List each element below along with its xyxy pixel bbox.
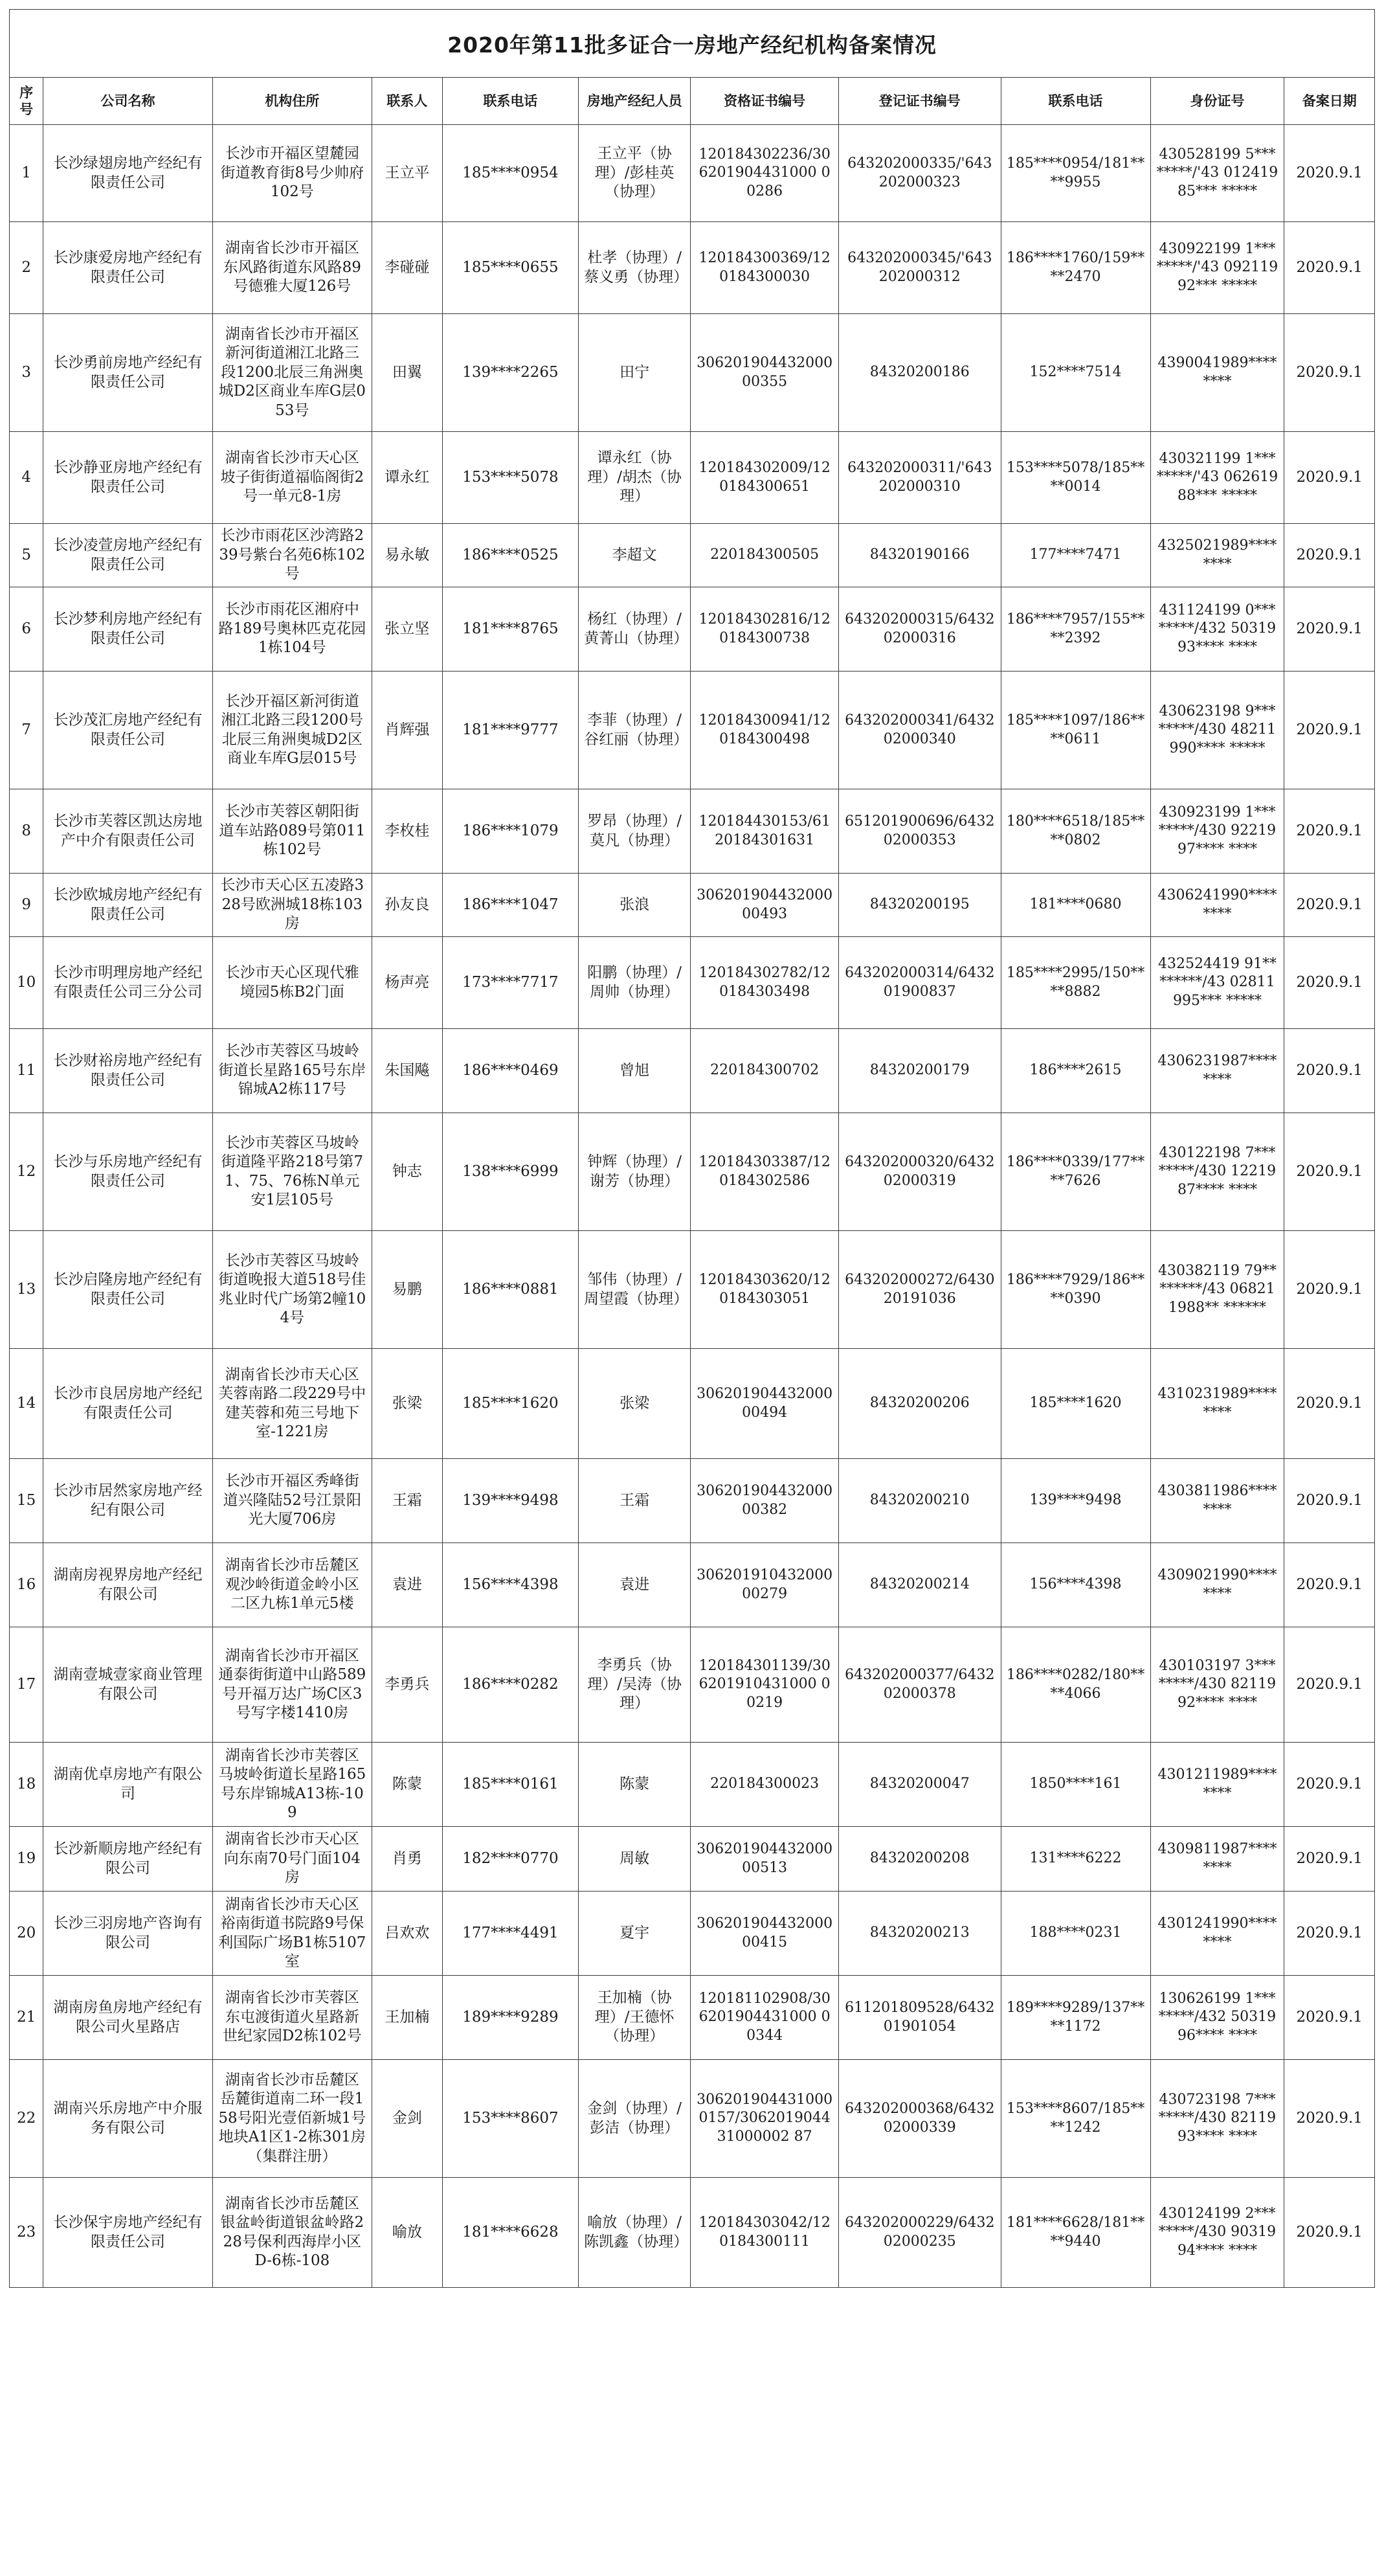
company-name-cell: 长沙静亚房地产经纪有限责任公司 bbox=[43, 432, 212, 524]
contact-person-cell: 肖辉强 bbox=[372, 672, 442, 789]
qualification-number-cell: 30620191043200000279 bbox=[691, 1543, 839, 1627]
agent-phone-cell: 181****6628/181****9440 bbox=[1001, 2178, 1150, 2288]
registration-number-cell: 611201809528/643201901054 bbox=[839, 1976, 1001, 2060]
agent-phone-cell: 1850****161 bbox=[1001, 1743, 1150, 1827]
header-cell: 登记证书编号 bbox=[839, 78, 1001, 125]
agent-phone-cell: 180****6518/185****0802 bbox=[1001, 789, 1150, 874]
company-name-cell: 长沙凌萱房地产经纪有限责任公司 bbox=[43, 524, 212, 587]
header-cell: 机构住所 bbox=[212, 78, 372, 125]
id-number-cell: 4310231989******** bbox=[1150, 1349, 1284, 1459]
contact-phone-cell: 182****0770 bbox=[442, 1827, 578, 1892]
qualification-number-cell: 120184302236/306201904431000 00286 bbox=[691, 125, 839, 222]
address-cell: 长沙市芙蓉区马坡岭街道晚报大道518号佳兆业时代广场第2幢104号 bbox=[212, 1231, 372, 1349]
address-cell: 湖南省长沙市天心区裕南街道书院路9号保利国际广场B1栋5107室 bbox=[212, 1892, 372, 1976]
registration-number-cell: 643202000341/643202000340 bbox=[839, 672, 1001, 789]
table-row bbox=[10, 789, 1375, 874]
contact-phone-cell: 185****0954 bbox=[442, 125, 578, 222]
address-cell: 长沙市天心区现代雅境园5栋B2门面 bbox=[212, 937, 372, 1029]
contact-phone-cell: 186****0282 bbox=[442, 1627, 578, 1743]
contact-phone-cell: 153****5078 bbox=[442, 432, 578, 524]
header-cell: 联系人 bbox=[372, 78, 442, 125]
contact-phone-cell: 181****6628 bbox=[442, 2178, 578, 2288]
agent-names-cell: 田宁 bbox=[579, 314, 691, 432]
agent-phone-cell: 186****0282/180****4066 bbox=[1001, 1627, 1150, 1743]
agent-phone-cell: 185****1097/186****0611 bbox=[1001, 672, 1150, 789]
company-name-cell: 长沙新顺房地产经纪有限公司 bbox=[43, 1827, 212, 1892]
company-name-cell: 湖南兴乐房地产中介服务有限公司 bbox=[43, 2060, 212, 2178]
registration-number-cell: 643202000229/643202000235 bbox=[839, 2178, 1001, 2288]
registration-number-cell: 643202000335/'643202000323 bbox=[839, 125, 1001, 222]
address-cell: 长沙市开福区秀峰街道兴隆陆52号江景阳光大厦706房 bbox=[212, 1459, 372, 1543]
seq-cell: 16 bbox=[10, 1543, 43, 1627]
contact-person-cell: 田翼 bbox=[372, 314, 442, 432]
table-row bbox=[10, 1029, 1375, 1113]
registration-number-cell: 643202000368/643202000339 bbox=[839, 2060, 1001, 2178]
address-cell: 湖南省长沙市开福区通泰街街道中山路589号开福万达广场C区3号写字楼1410房 bbox=[212, 1627, 372, 1743]
agent-names-cell: 夏宇 bbox=[579, 1892, 691, 1976]
seq-cell: 23 bbox=[10, 2178, 43, 2288]
id-number-cell: 430124199 2********/430 9031994**** **** bbox=[1150, 2178, 1284, 2288]
table-row bbox=[10, 524, 1375, 587]
qualification-number-cell: 120184303620/120184303051 bbox=[691, 1231, 839, 1349]
agent-names-cell: 张浪 bbox=[579, 874, 691, 937]
agent-phone-cell: 185****2995/150****8882 bbox=[1001, 937, 1150, 1029]
address-cell: 湖南省长沙市开福区东风路街道东风路89号德雅大厦126号 bbox=[212, 222, 372, 314]
registration-number-cell: 643202000311/'643202000310 bbox=[839, 432, 1001, 524]
table-row bbox=[10, 1627, 1375, 1743]
agent-names-cell: 钟辉（协理）/谢芳（协理） bbox=[579, 1113, 691, 1231]
company-name-cell: 长沙市明理房地产经纪有限责任公司三分公司 bbox=[43, 937, 212, 1029]
agent-phone-cell: 188****0231 bbox=[1001, 1892, 1150, 1976]
company-name-cell: 长沙绿翅房地产经纪有限责任公司 bbox=[43, 125, 212, 222]
qualification-number-cell: 30620190443200000513 bbox=[691, 1827, 839, 1892]
registration-number-cell: 643202000314/643201900837 bbox=[839, 937, 1001, 1029]
filing-date-cell: 2020.9.1 bbox=[1284, 1892, 1375, 1976]
qualification-number-cell: 120184302009/120184300651 bbox=[691, 432, 839, 524]
registration-number-cell: 84320200206 bbox=[839, 1349, 1001, 1459]
qualification-number-cell: 220184300023 bbox=[691, 1743, 839, 1827]
contact-person-cell: 王加楠 bbox=[372, 1976, 442, 2060]
contact-person-cell: 王立平 bbox=[372, 125, 442, 222]
agent-phone-cell: 186****7957/155****2392 bbox=[1001, 587, 1150, 672]
seq-cell: 17 bbox=[10, 1627, 43, 1743]
header-cell: 身份证号 bbox=[1150, 78, 1284, 125]
qualification-number-cell: 120181102908/306201904431000 00344 bbox=[691, 1976, 839, 2060]
qualification-number-cell: 306201904431000 0157/306201904431000002 87 bbox=[691, 2060, 839, 2178]
filing-date-cell: 2020.9.1 bbox=[1284, 1459, 1375, 1543]
contact-person-cell: 王霜 bbox=[372, 1459, 442, 1543]
contact-person-cell: 张梁 bbox=[372, 1349, 442, 1459]
contact-person-cell: 杨声亮 bbox=[372, 937, 442, 1029]
agent-names-cell: 王立平（协理）/彭桂英（协理） bbox=[579, 125, 691, 222]
agent-names-cell: 袁进 bbox=[579, 1543, 691, 1627]
table-row bbox=[10, 1113, 1375, 1231]
contact-phone-cell: 139****9498 bbox=[442, 1459, 578, 1543]
id-number-cell: 130626199 1********/432 5031996**** **** bbox=[1150, 1976, 1284, 2060]
qualification-number-cell: 120184301139/306201910431000 00219 bbox=[691, 1627, 839, 1743]
seq-cell: 14 bbox=[10, 1349, 43, 1459]
contact-phone-cell: 153****8607 bbox=[442, 2060, 578, 2178]
contact-phone-cell: 186****1047 bbox=[442, 874, 578, 937]
filing-date-cell: 2020.9.1 bbox=[1284, 874, 1375, 937]
header-cell: 序号 bbox=[10, 78, 43, 125]
id-number-cell: 430528199 5********/'43 01241985*** ***** bbox=[1150, 125, 1284, 222]
agent-names-cell: 阳鹏（协理）/周帅（协理） bbox=[579, 937, 691, 1029]
seq-cell: 21 bbox=[10, 1976, 43, 2060]
seq-cell: 9 bbox=[10, 874, 43, 937]
header-cell: 联系电话 bbox=[1001, 78, 1150, 125]
agent-names-cell: 王加楠（协理）/王德怀（协理） bbox=[579, 1976, 691, 2060]
seq-cell: 20 bbox=[10, 1892, 43, 1976]
qualification-number-cell: 220184300505 bbox=[691, 524, 839, 587]
contact-phone-cell: 181****9777 bbox=[442, 672, 578, 789]
id-number-cell: 430723198 7********/430 8211993**** **** bbox=[1150, 2060, 1284, 2178]
id-number-cell: 4306241990******** bbox=[1150, 874, 1284, 937]
id-number-cell: 4309811987******** bbox=[1150, 1827, 1284, 1892]
table-row bbox=[10, 314, 1375, 432]
address-cell: 长沙市芙蓉区马坡岭街道长星路165号东岸锦城A2栋117号 bbox=[212, 1029, 372, 1113]
company-name-cell: 湖南房视界房地产经纪有限公司 bbox=[43, 1543, 212, 1627]
qualification-number-cell: 30620190443200000415 bbox=[691, 1892, 839, 1976]
seq-cell: 3 bbox=[10, 314, 43, 432]
agent-names-cell: 李超文 bbox=[579, 524, 691, 587]
agent-phone-cell: 186****0339/177****7626 bbox=[1001, 1113, 1150, 1231]
address-cell: 湖南省长沙市芙蓉区马坡岭街道长星路165号东岸锦城A13栋-109 bbox=[212, 1743, 372, 1827]
contact-phone-cell: 173****7717 bbox=[442, 937, 578, 1029]
filing-date-cell: 2020.9.1 bbox=[1284, 125, 1375, 222]
filing-date-cell: 2020.9.1 bbox=[1284, 1976, 1375, 2060]
contact-phone-cell: 185****1620 bbox=[442, 1349, 578, 1459]
agent-phone-cell: 181****0680 bbox=[1001, 874, 1150, 937]
id-number-cell: 4301211989******** bbox=[1150, 1743, 1284, 1827]
seq-cell: 6 bbox=[10, 587, 43, 672]
seq-cell: 4 bbox=[10, 432, 43, 524]
registration-number-cell: 651201900696/643202000353 bbox=[839, 789, 1001, 874]
agent-phone-cell: 131****6222 bbox=[1001, 1827, 1150, 1892]
id-number-cell: 431124199 0********/432 5031993**** **** bbox=[1150, 587, 1284, 672]
agent-names-cell: 谭永红（协理）/胡杰（协理） bbox=[579, 432, 691, 524]
qualification-number-cell: 120184300941/120184300498 bbox=[691, 672, 839, 789]
qualification-number-cell: 30620190443200000493 bbox=[691, 874, 839, 937]
document-title: 2020年第11批多证合一房地产经纪机构备案情况 bbox=[9, 9, 1375, 77]
id-number-cell: 430382119 79********/43 068211988** ****** bbox=[1150, 1231, 1284, 1349]
qualification-number-cell: 30620190443200000355 bbox=[691, 314, 839, 432]
header-cell: 房地产经纪人员 bbox=[579, 78, 691, 125]
agent-names-cell: 张梁 bbox=[579, 1349, 691, 1459]
agent-names-cell: 周敏 bbox=[579, 1827, 691, 1892]
company-name-cell: 长沙市芙蓉区凯达房地产中介有限责任公司 bbox=[43, 789, 212, 874]
contact-person-cell: 李碰碰 bbox=[372, 222, 442, 314]
filing-date-cell: 2020.9.1 bbox=[1284, 672, 1375, 789]
table-row bbox=[10, 1231, 1375, 1349]
table-row bbox=[10, 125, 1375, 222]
agent-phone-cell: 186****2615 bbox=[1001, 1029, 1150, 1113]
qualification-number-cell: 120184303042/120184300111 bbox=[691, 2178, 839, 2288]
agent-phone-cell: 139****9498 bbox=[1001, 1459, 1150, 1543]
id-number-cell: 430122198 7********/430 1221987**** **** bbox=[1150, 1113, 1284, 1231]
header-cell: 资格证书编号 bbox=[691, 78, 839, 125]
agent-names-cell: 金剑（协理）/彭洁（协理） bbox=[579, 2060, 691, 2178]
contact-phone-cell: 189****9289 bbox=[442, 1976, 578, 2060]
address-cell: 长沙市开福区望麓园街道教育街8号少帅府102号 bbox=[212, 125, 372, 222]
table-row bbox=[10, 672, 1375, 789]
agent-names-cell: 李勇兵（协理）/吴涛（协理） bbox=[579, 1627, 691, 1743]
address-cell: 湖南省长沙市开福区新河街道湘江北路三段1200北辰三角洲奥城D2区商业车库G层053号 bbox=[212, 314, 372, 432]
filing-date-cell: 2020.9.1 bbox=[1284, 1231, 1375, 1349]
address-cell: 湖南省长沙市天心区芙蓉南路二段229号中建芙蓉和苑三号地下室-1221房 bbox=[212, 1349, 372, 1459]
contact-person-cell: 肖勇 bbox=[372, 1827, 442, 1892]
table-row bbox=[10, 2178, 1375, 2288]
agent-phone-cell: 177****7471 bbox=[1001, 524, 1150, 587]
id-number-cell: 430922199 1********/'43 09211992*** ***** bbox=[1150, 222, 1284, 314]
agent-names-cell: 杜孝（协理）/蔡义勇（协理） bbox=[579, 222, 691, 314]
table-row bbox=[10, 874, 1375, 937]
table-row bbox=[10, 1827, 1375, 1892]
contact-person-cell: 谭永红 bbox=[372, 432, 442, 524]
seq-cell: 22 bbox=[10, 2060, 43, 2178]
agent-names-cell: 杨红（协理）/黄菁山（协理） bbox=[579, 587, 691, 672]
contact-person-cell: 易永敏 bbox=[372, 524, 442, 587]
agent-phone-cell: 186****7929/186****0390 bbox=[1001, 1231, 1150, 1349]
filing-date-cell: 2020.9.1 bbox=[1284, 2060, 1375, 2178]
filing-date-cell: 2020.9.1 bbox=[1284, 1543, 1375, 1627]
seq-cell: 18 bbox=[10, 1743, 43, 1827]
company-name-cell: 长沙康爱房地产经纪有限责任公司 bbox=[43, 222, 212, 314]
id-number-cell: 4390041989******** bbox=[1150, 314, 1284, 432]
company-name-cell: 长沙勇前房地产经纪有限责任公司 bbox=[43, 314, 212, 432]
address-cell: 湖南省长沙市芙蓉区东屯渡街道火星路新世纪家园D2栋102号 bbox=[212, 1976, 372, 2060]
qualification-number-cell: 120184302782/120184303498 bbox=[691, 937, 839, 1029]
table-row bbox=[10, 1743, 1375, 1827]
contact-phone-cell: 139****2265 bbox=[442, 314, 578, 432]
address-cell: 湖南省长沙市天心区坡子街街道福临阁街2号一单元8-1房 bbox=[212, 432, 372, 524]
seq-cell: 11 bbox=[10, 1029, 43, 1113]
contact-person-cell: 金剑 bbox=[372, 2060, 442, 2178]
table-row bbox=[10, 2060, 1375, 2178]
address-cell: 湖南省长沙市岳麓区岳麓街道南二环一段158号阳光壹佰新城1号地块A1区1-2栋301房（集群注册） bbox=[212, 2060, 372, 2178]
contact-person-cell: 陈蒙 bbox=[372, 1743, 442, 1827]
seq-cell: 10 bbox=[10, 937, 43, 1029]
id-number-cell: 4325021989******** bbox=[1150, 524, 1284, 587]
contact-person-cell: 吕欢欢 bbox=[372, 1892, 442, 1976]
seq-cell: 12 bbox=[10, 1113, 43, 1231]
contact-phone-cell: 156****4398 bbox=[442, 1543, 578, 1627]
contact-person-cell: 朱国飚 bbox=[372, 1029, 442, 1113]
id-number-cell: 4306231987******** bbox=[1150, 1029, 1284, 1113]
id-number-cell: 430623198 9********/430 48211990**** ***** bbox=[1150, 672, 1284, 789]
contact-phone-cell: 138****6999 bbox=[442, 1113, 578, 1231]
registration-number-cell: 84320200208 bbox=[839, 1827, 1001, 1892]
contact-person-cell: 易鹏 bbox=[372, 1231, 442, 1349]
id-number-cell: 4301241990******** bbox=[1150, 1892, 1284, 1976]
seq-cell: 8 bbox=[10, 789, 43, 874]
registration-number-cell: 643202000377/643202000378 bbox=[839, 1627, 1001, 1743]
address-cell: 湖南省长沙市岳麓区观沙岭街道金岭小区二区九栋1单元5楼 bbox=[212, 1543, 372, 1627]
agent-names-cell: 喻放（协理）/陈凯鑫（协理） bbox=[579, 2178, 691, 2288]
registration-number-cell: 84320190166 bbox=[839, 524, 1001, 587]
address-cell: 长沙市天心区五凌路328号欧洲城18栋103房 bbox=[212, 874, 372, 937]
agent-phone-cell: 189****9289/137****1172 bbox=[1001, 1976, 1150, 2060]
registration-number-cell: 84320200195 bbox=[839, 874, 1001, 937]
header-cell: 公司名称 bbox=[43, 78, 212, 125]
company-name-cell: 长沙保宇房地产经纪有限责任公司 bbox=[43, 2178, 212, 2288]
seq-cell: 7 bbox=[10, 672, 43, 789]
table-row bbox=[10, 1349, 1375, 1459]
company-name-cell: 长沙欧城房地产经纪有限责任公司 bbox=[43, 874, 212, 937]
registration-number-cell: 643202000315/643202000316 bbox=[839, 587, 1001, 672]
table-row bbox=[10, 432, 1375, 524]
contact-person-cell: 张立坚 bbox=[372, 587, 442, 672]
qualification-number-cell: 120184430153/6120184301631 bbox=[691, 789, 839, 874]
address-cell: 长沙市芙蓉区朝阳街道车站路089号第011栋102号 bbox=[212, 789, 372, 874]
filing-date-cell: 2020.9.1 bbox=[1284, 524, 1375, 587]
qualification-number-cell: 120184302816/120184300738 bbox=[691, 587, 839, 672]
agent-names-cell: 王霜 bbox=[579, 1459, 691, 1543]
company-name-cell: 长沙启隆房地产经纪有限责任公司 bbox=[43, 1231, 212, 1349]
contact-person-cell: 李枚桂 bbox=[372, 789, 442, 874]
filing-date-cell: 2020.9.1 bbox=[1284, 1113, 1375, 1231]
id-number-cell: 430103197 3********/430 8211992**** **** bbox=[1150, 1627, 1284, 1743]
document-sheet bbox=[9, 9, 1375, 2567]
contact-phone-cell: 186****0525 bbox=[442, 524, 578, 587]
header-row bbox=[10, 78, 1375, 125]
agent-names-cell: 陈蒙 bbox=[579, 1743, 691, 1827]
qualification-number-cell: 220184300702 bbox=[691, 1029, 839, 1113]
seq-cell: 15 bbox=[10, 1459, 43, 1543]
agent-phone-cell: 152****7514 bbox=[1001, 314, 1150, 432]
registration-number-cell: 643202000320/643202000319 bbox=[839, 1113, 1001, 1231]
company-name-cell: 长沙财裕房地产经纪有限责任公司 bbox=[43, 1029, 212, 1113]
contact-person-cell: 喻放 bbox=[372, 2178, 442, 2288]
address-cell: 长沙开福区新河街道湘江北路三段1200号北辰三角洲奥城D2区商业车库G层015号 bbox=[212, 672, 372, 789]
agent-names-cell: 李菲（协理）/谷红丽（协理） bbox=[579, 672, 691, 789]
agent-phone-cell: 185****1620 bbox=[1001, 1349, 1150, 1459]
header-cell: 联系电话 bbox=[442, 78, 578, 125]
qualification-number-cell: 120184300369/120184300030 bbox=[691, 222, 839, 314]
address-cell: 长沙市雨花区湘府中路189号奥林匹克花园1栋104号 bbox=[212, 587, 372, 672]
agent-names-cell: 罗昂（协理）/莫凡（协理） bbox=[579, 789, 691, 874]
filing-date-cell: 2020.9.1 bbox=[1284, 1827, 1375, 1892]
filing-date-cell: 2020.9.1 bbox=[1284, 937, 1375, 1029]
qualification-number-cell: 30620190443200000494 bbox=[691, 1349, 839, 1459]
agent-phone-cell: 153****8607/185****1242 bbox=[1001, 2060, 1150, 2178]
registration-number-cell: 643202000345/'643202000312 bbox=[839, 222, 1001, 314]
table-row bbox=[10, 1976, 1375, 2060]
filing-date-cell: 2020.9.1 bbox=[1284, 1743, 1375, 1827]
registration-number-cell: 84320200213 bbox=[839, 1892, 1001, 1976]
filing-date-cell: 2020.9.1 bbox=[1284, 1627, 1375, 1743]
registration-number-cell: 643202000272/643020191036 bbox=[839, 1231, 1001, 1349]
filing-date-cell: 2020.9.1 bbox=[1284, 222, 1375, 314]
qualification-number-cell: 30620190443200000382 bbox=[691, 1459, 839, 1543]
contact-phone-cell: 186****0469 bbox=[442, 1029, 578, 1113]
company-name-cell: 长沙与乐房地产经纪有限责任公司 bbox=[43, 1113, 212, 1231]
address-cell: 长沙市雨花区沙湾路239号紫台名苑6栋102号 bbox=[212, 524, 372, 587]
filing-date-cell: 2020.9.1 bbox=[1284, 1349, 1375, 1459]
seq-cell: 5 bbox=[10, 524, 43, 587]
filing-date-cell: 2020.9.1 bbox=[1284, 314, 1375, 432]
table-row bbox=[10, 1459, 1375, 1543]
filing-date-cell: 2020.9.1 bbox=[1284, 587, 1375, 672]
id-number-cell: 4303811986******** bbox=[1150, 1459, 1284, 1543]
address-cell: 湖南省长沙市岳麓区银盆岭街道银盆岭路228号保利西海岸小区D-6栋-108 bbox=[212, 2178, 372, 2288]
company-name-cell: 长沙市居然家房地产经纪有限公司 bbox=[43, 1459, 212, 1543]
registration-number-cell: 84320200210 bbox=[839, 1459, 1001, 1543]
contact-person-cell: 袁进 bbox=[372, 1543, 442, 1627]
filing-date-cell: 2020.9.1 bbox=[1284, 789, 1375, 874]
registration-number-cell: 84320200214 bbox=[839, 1543, 1001, 1627]
registration-number-cell: 84320200186 bbox=[839, 314, 1001, 432]
company-name-cell: 长沙市良居房地产经纪有限责任公司 bbox=[43, 1349, 212, 1459]
filing-date-cell: 2020.9.1 bbox=[1284, 1029, 1375, 1113]
company-name-cell: 长沙梦利房地产经纪有限责任公司 bbox=[43, 587, 212, 672]
table-row bbox=[10, 1892, 1375, 1976]
company-name-cell: 长沙茂汇房地产经纪有限责任公司 bbox=[43, 672, 212, 789]
seq-cell: 13 bbox=[10, 1231, 43, 1349]
contact-phone-cell: 177****4491 bbox=[442, 1892, 578, 1976]
company-name-cell: 长沙三羽房地产咨询有限公司 bbox=[43, 1892, 212, 1976]
agent-phone-cell: 185****0954/181****9955 bbox=[1001, 125, 1150, 222]
qualification-number-cell: 120184303387/120184302586 bbox=[691, 1113, 839, 1231]
table-row bbox=[10, 937, 1375, 1029]
agent-phone-cell: 156****4398 bbox=[1001, 1543, 1150, 1627]
seq-cell: 2 bbox=[10, 222, 43, 314]
agent-names-cell: 曾旭 bbox=[579, 1029, 691, 1113]
contact-phone-cell: 185****0655 bbox=[442, 222, 578, 314]
contact-phone-cell: 186****1079 bbox=[442, 789, 578, 874]
table-row bbox=[10, 587, 1375, 672]
company-name-cell: 湖南优卓房地产有限公司 bbox=[43, 1743, 212, 1827]
registration-number-cell: 84320200047 bbox=[839, 1743, 1001, 1827]
address-cell: 长沙市芙蓉区马坡岭街道隆平路218号第71、75、76栋N单元安1层105号 bbox=[212, 1113, 372, 1231]
agent-phone-cell: 186****1760/159****2470 bbox=[1001, 222, 1150, 314]
id-number-cell: 432524419 91********/43 02811995*** ***** bbox=[1150, 937, 1284, 1029]
id-number-cell: 4309021990******** bbox=[1150, 1543, 1284, 1627]
filing-date-cell: 2020.9.1 bbox=[1284, 432, 1375, 524]
id-number-cell: 430923199 1********/430 9221997**** **** bbox=[1150, 789, 1284, 874]
filing-date-cell: 2020.9.1 bbox=[1284, 2178, 1375, 2288]
contact-phone-cell: 185****0161 bbox=[442, 1743, 578, 1827]
company-name-cell: 湖南房鱼房地产经纪有限公司火星路店 bbox=[43, 1976, 212, 2060]
seq-cell: 19 bbox=[10, 1827, 43, 1892]
address-cell: 湖南省长沙市天心区向东南70号门面104房 bbox=[212, 1827, 372, 1892]
contact-phone-cell: 181****8765 bbox=[442, 587, 578, 672]
table-row bbox=[10, 1543, 1375, 1627]
registration-number-cell: 84320200179 bbox=[839, 1029, 1001, 1113]
contact-person-cell: 孙友良 bbox=[372, 874, 442, 937]
header-cell: 备案日期 bbox=[1284, 78, 1375, 125]
contact-phone-cell: 186****0881 bbox=[442, 1231, 578, 1349]
company-name-cell: 湖南壹城壹家商业管理有限公司 bbox=[43, 1627, 212, 1743]
id-number-cell: 430321199 1********/'43 06261988*** ***** bbox=[1150, 432, 1284, 524]
seq-cell: 1 bbox=[10, 125, 43, 222]
contact-person-cell: 李勇兵 bbox=[372, 1627, 442, 1743]
registration-table bbox=[9, 77, 1375, 2288]
contact-person-cell: 钟志 bbox=[372, 1113, 442, 1231]
agent-names-cell: 邹伟（协理）/周望霞（协理） bbox=[579, 1231, 691, 1349]
agent-phone-cell: 153****5078/185****0014 bbox=[1001, 432, 1150, 524]
table-row bbox=[10, 222, 1375, 314]
